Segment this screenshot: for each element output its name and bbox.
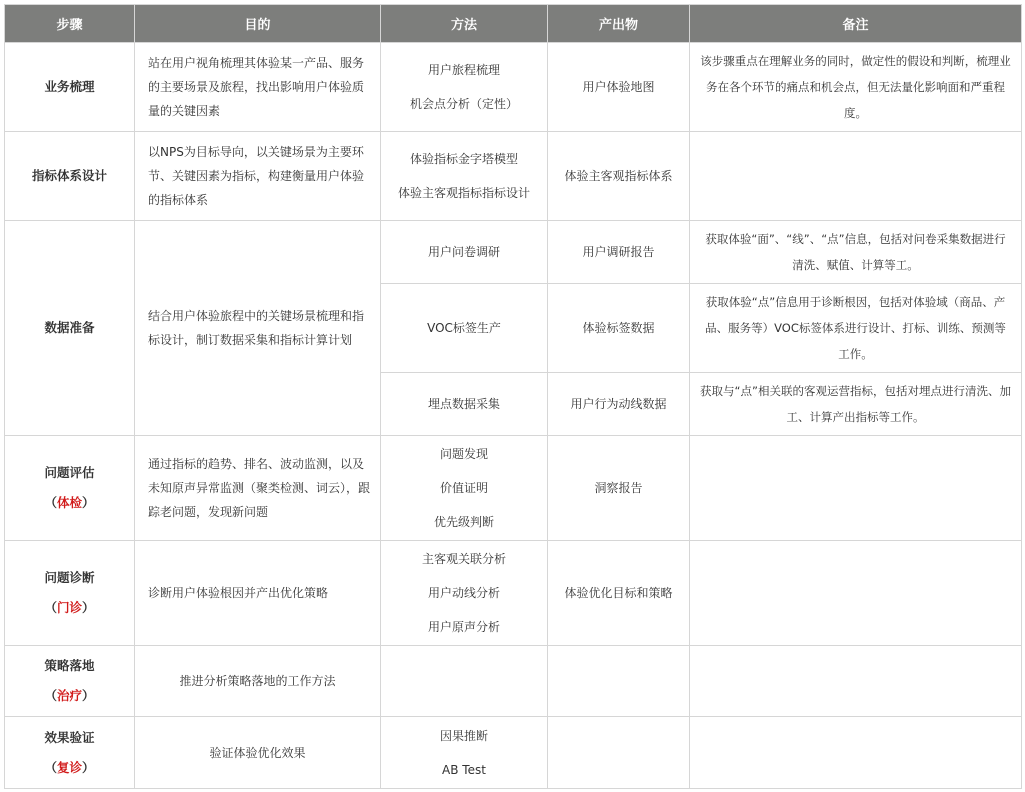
header-note: 备注: [690, 5, 1022, 43]
method-item: 用户旅程梳理: [427, 63, 500, 77]
output-cell: 用户调研报告: [548, 221, 690, 284]
step-tag: （复诊）: [44, 759, 95, 775]
method-item: 用户动线分析: [427, 586, 500, 600]
table-row: [5, 717, 1022, 789]
step-title: 策略落地: [44, 658, 95, 673]
output-cell: 体验标签数据: [548, 284, 690, 373]
method-item: 价值证明: [439, 481, 488, 495]
purpose-cell: 结合用户体验旅程中的关键场景梳理和指标设计，制订数据采集和指标计算计划: [135, 221, 381, 436]
table-row: [5, 43, 1022, 132]
method-item: AB Test: [442, 762, 486, 777]
step-tag: （体检）: [44, 495, 95, 510]
output-cell: 体验主客观指标体系: [548, 132, 690, 221]
method-item: 主客观关联分析: [421, 552, 506, 566]
step-tag: （治疗）: [44, 688, 95, 703]
experience-analysis-table: [4, 4, 1022, 789]
method-cell: [381, 541, 548, 646]
output-cell: 体验优化目标和策略: [548, 541, 690, 646]
purpose-cell: 诊断用户体验根因并产出优化策略: [135, 541, 381, 646]
method-item: 用户原声分析: [427, 620, 500, 634]
purpose-cell: 通过指标的趋势、排名、波动监测，以及未知原声异常监测（聚类检测、词云），跟踪老问题，发现新问题: [135, 436, 381, 541]
header-row: [5, 5, 1022, 43]
note-cell: 获取与“点”相关联的客观运营指标，包括对埋点进行清洗、加工、计算产出指标等工作。: [690, 373, 1022, 436]
table-row: [5, 436, 1022, 541]
header-purpose: 目的: [135, 5, 381, 43]
method-item: 因果推断: [439, 728, 488, 743]
method-item: 体验主客观指标指标设计: [397, 186, 530, 200]
header-output: 产出物: [548, 5, 690, 43]
header-step: 步骤: [5, 5, 135, 43]
step-cell: [5, 717, 135, 789]
step-title: 问题诊断: [44, 570, 95, 585]
method-item: 优先级判断: [433, 515, 494, 529]
method-cell: [381, 646, 548, 717]
note-cell: [690, 436, 1022, 541]
step-title: 问题评估: [44, 465, 95, 480]
purpose-cell: 推进分析策略落地的工作方法: [135, 646, 381, 717]
table-row: [5, 541, 1022, 646]
output-cell: 用户行为动线数据: [548, 373, 690, 436]
output-cell: 用户体验地图: [548, 43, 690, 132]
method-item: 机会点分析（定性）: [409, 97, 518, 111]
table-row: [5, 132, 1022, 221]
method-cell: [381, 717, 548, 789]
method-cell: 用户问卷调研: [381, 221, 548, 284]
output-cell: 洞察报告: [548, 436, 690, 541]
header-method: 方法: [381, 5, 548, 43]
step-cell: 业务梳理: [5, 43, 135, 132]
step-cell: 指标体系设计: [5, 132, 135, 221]
method-cell: 埋点数据采集: [381, 373, 548, 436]
step-cell: [5, 646, 135, 717]
step-cell: [5, 541, 135, 646]
output-cell: [548, 717, 690, 789]
table-row: [5, 221, 1022, 284]
note-cell: [690, 646, 1022, 717]
method-item: 体验指标金字塔模型: [409, 152, 518, 166]
output-cell: [548, 646, 690, 717]
note-cell: 获取体验“点”信息用于诊断根因，包括对体验域（商品、产品、服务等）VOC标签体系进行设计、打标、训练、预测等工作。: [690, 284, 1022, 373]
step-title: 效果验证: [44, 729, 95, 745]
step-cell: [5, 436, 135, 541]
note-cell: 获取体验“面”、“线”、“点”信息，包括对问卷采集数据进行清洗、赋值、计算等工。: [690, 221, 1022, 284]
step-cell: 数据准备: [5, 221, 135, 436]
note-cell: [690, 132, 1022, 221]
note-cell: 该步骤重点在理解业务的同时，做定性的假设和判断，梳理业务在各个环节的痛点和机会点，但无法量化影响面和严重程度。: [690, 43, 1022, 132]
note-cell: [690, 541, 1022, 646]
purpose-cell: 验证体验优化效果: [135, 717, 381, 789]
purpose-cell: 以NPS为目标导向，以关键场景为主要环节、关键因素为指标，构建衡量用户体验的指标体系: [135, 132, 381, 221]
table-row: [5, 646, 1022, 717]
method-cell: [381, 132, 548, 221]
method-item: 问题发现: [439, 447, 488, 461]
method-cell: VOC标签生产: [381, 284, 548, 373]
purpose-cell: 站在用户视角梳理其体验某一产品、服务的主要场景及旅程，找出影响用户体验质量的关键因素: [135, 43, 381, 132]
method-cell: [381, 436, 548, 541]
note-cell: [690, 717, 1022, 789]
step-tag: （门诊）: [44, 600, 95, 615]
method-cell: [381, 43, 548, 132]
